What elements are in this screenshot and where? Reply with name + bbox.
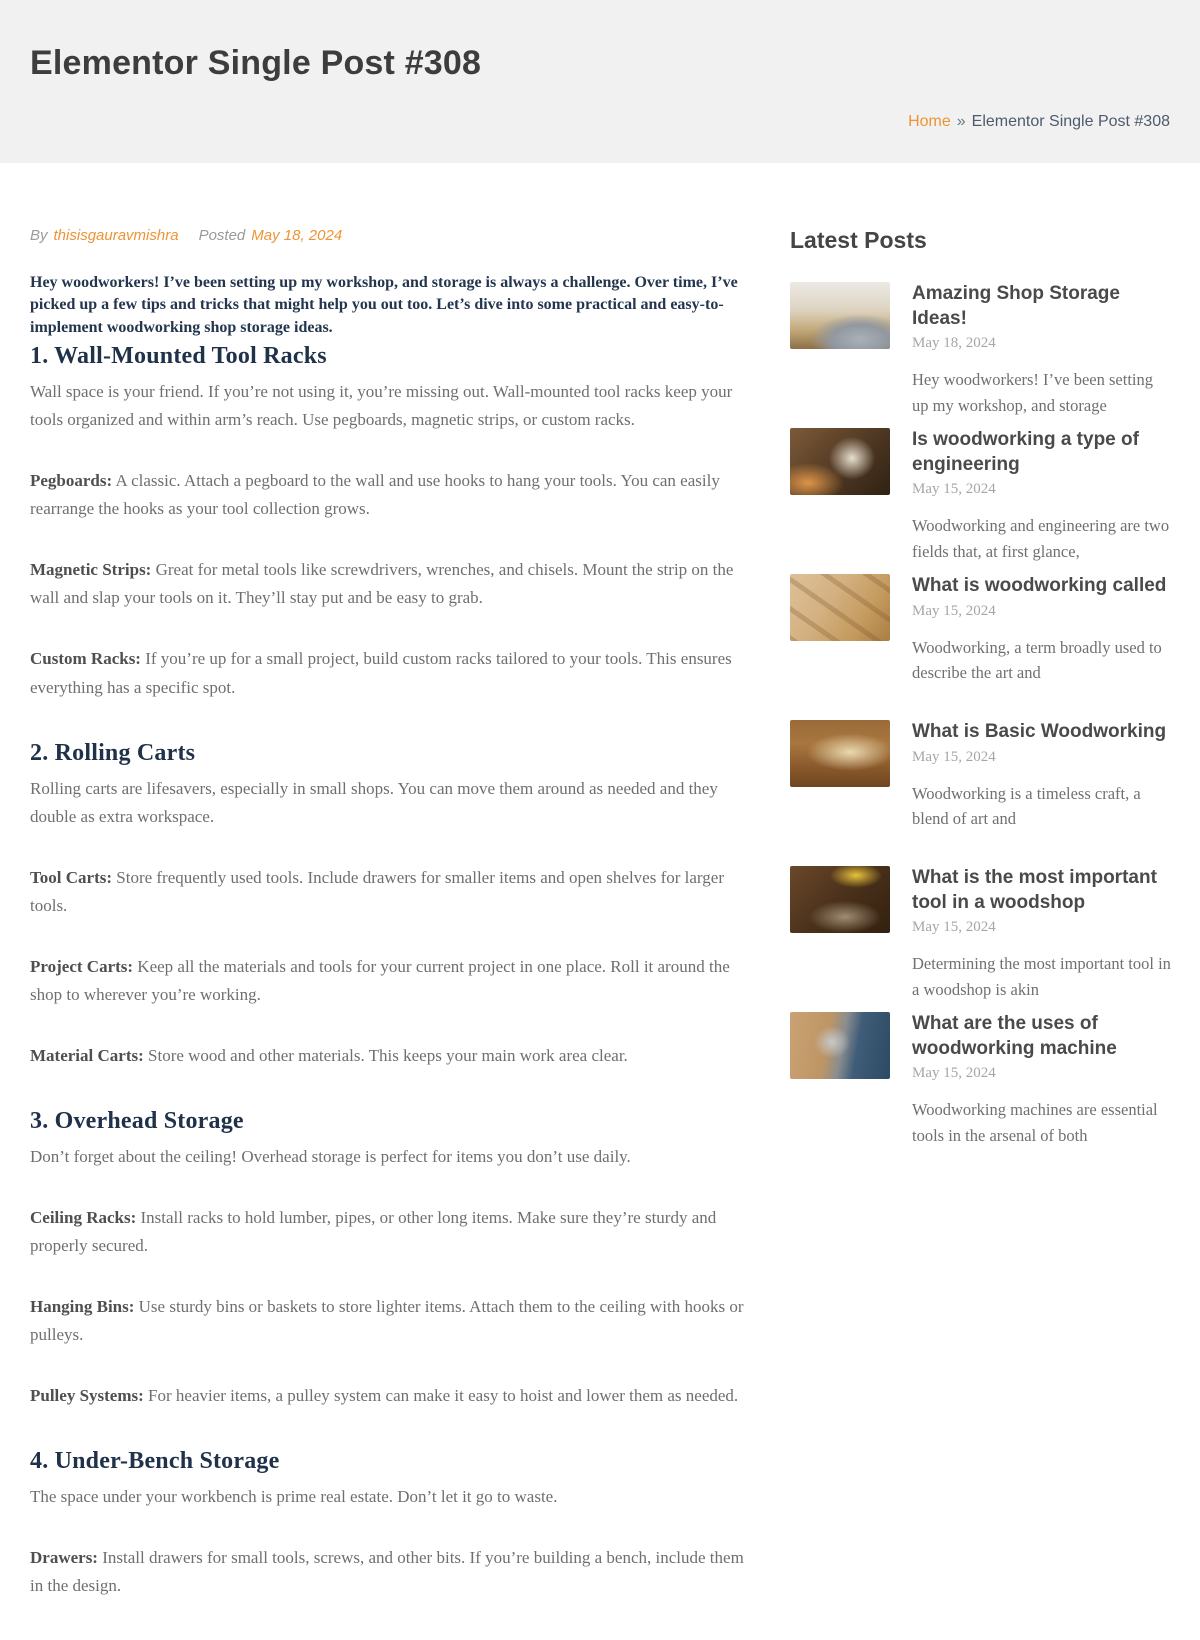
post-body [912,574,1172,694]
post-excerpt: Determining the most important tool in a woodshop is akin [912,954,1171,999]
post-date: May 18, 2024 [912,335,996,352]
post-title-link[interactable]: What is Basic Woodworking [912,721,1167,742]
breadcrumb-current: Elementor Single Post #308 [971,113,1170,130]
item-text: Use sturdy bins or baskets to store lighter items. Attach them to the ceiling with hooks or pulleys. [30,1297,744,1345]
list-item [790,866,1172,999]
section-lead: The space under your workbench is prime real estate. Don’t let it go to waste. [30,1487,558,1507]
post-title-link[interactable]: Amazing Shop Storage Ideas! [912,283,1120,329]
page-header [0,0,1200,163]
item-text: Great for metal tools like screwdrivers, wrenches, and chisels. Mount the strip on the wall and slap your tools on it. They’ll stay put and be easy to grab. [30,560,734,608]
post-title-link[interactable]: What is woodworking called [912,575,1167,596]
main-layout [0,163,1200,1640]
section-overhead-storage [30,1108,748,1410]
section-item [30,645,748,701]
section-lead: Wall space is your friend. If you’re not using it, you’re missing out. Wall-mounted tool racks keep your tools organized and within arm’s reach. Use pegboards, magnetic strips, or custom racks. [30,382,733,430]
byline-by-label: By [30,227,48,244]
section-item [30,1544,748,1600]
section-heading: 1. Wall-Mounted Tool Racks [30,343,327,370]
breadcrumb [30,113,1170,131]
section-lead: Don’t forget about the ceiling! Overhead storage is perfect for items you don’t use daily. [30,1146,631,1166]
section-under-bench-storage [30,1448,748,1600]
post-thumbnail[interactable] [790,720,890,787]
item-label: Hanging Bins: [30,1297,135,1317]
post-body [912,720,1172,840]
sidebar-heading: Latest Posts [790,227,927,253]
item-text: Install racks to hold lumber, pipes, or other long items. Make sure they’re sturdy and properly secured. [30,1207,717,1255]
post-excerpt: Woodworking and engineering are two fields that, at first glance, [912,516,1170,561]
section-heading: 3. Overhead Storage [30,1107,244,1134]
item-label: Magnetic Strips: [30,560,152,580]
post-body [912,428,1172,561]
post-title-link[interactable]: Is woodworking a type of engineering [912,429,1139,475]
item-text: Keep all the materials and tools for your current project in one place. Roll it around the shop to wherever you’re working. [30,956,730,1004]
byline [30,227,748,244]
item-label: Pulley Systems: [30,1386,144,1406]
post-date: May 15, 2024 [912,481,996,498]
post-excerpt: Woodworking is a timeless craft, a blend of art and [912,783,1141,829]
post-excerpt: Hey woodworkers! I’ve been setting up my workshop, and storage [912,370,1154,415]
section-heading: 2. Rolling Carts [30,739,196,766]
section-item [30,1042,748,1070]
section-wall-mounted-tool-racks [30,343,748,701]
post-date: May 15, 2024 [912,919,996,936]
section-item [30,864,748,920]
section-lead: Rolling carts are lifesavers, especially in small shops. You can move them around as needed and they double as extra workspace. [30,778,718,826]
post-body [912,282,1172,415]
post-thumbnail[interactable] [790,282,890,349]
item-text: If you’re up for a small project, build custom racks tailored to your tools. This ensures everything has a specific spot. [30,649,732,697]
item-text: Store frequently used tools. Include drawers for smaller items and open shelves for larger tools. [30,867,724,915]
post-body [912,1012,1172,1145]
article-content [30,227,748,1600]
section-item [30,1293,748,1349]
breadcrumb-home-link[interactable]: Home [908,113,951,130]
item-label: Custom Racks: [30,649,141,669]
list-item [790,574,1172,694]
section-item [30,953,748,1009]
post-title-link[interactable]: What is the most important tool in a woodshop [912,867,1157,913]
section-item [30,1382,748,1410]
byline-posted-label: Posted [198,227,246,244]
post-excerpt: Woodworking, a term broadly used to describe the art and [912,637,1162,683]
list-item [790,720,1172,840]
latest-posts-sidebar [790,227,1172,1600]
section-rolling-carts [30,740,748,1070]
list-item [790,282,1172,415]
item-label: Material Carts: [30,1045,144,1065]
item-label: Drawers: [30,1548,98,1568]
item-label: Tool Carts: [30,867,113,887]
post-date: May 15, 2024 [912,602,996,619]
section-item [30,1204,748,1260]
post-thumbnail[interactable] [790,574,890,641]
post-thumbnail[interactable] [790,866,890,933]
post-title-link[interactable]: What are the uses of woodworking machine [912,1013,1117,1059]
post-body [912,866,1172,999]
item-text: A classic. Attach a pegboard to the wall and use hooks to hang your tools. You can easily rearrange the hooks as your tool collection grows. [30,471,720,519]
post-thumbnail[interactable] [790,1012,890,1079]
post-thumbnail[interactable] [790,428,890,495]
post-date: May 15, 2024 [912,1065,996,1082]
item-label: Project Carts: [30,956,134,976]
item-text: For heavier items, a pulley system can make it easy to hoist and lower them as needed. [148,1386,739,1406]
item-label: Pegboards: [30,471,113,491]
list-item [790,1012,1172,1145]
section-heading: 4. Under-Bench Storage [30,1448,280,1475]
section-item [30,556,748,612]
post-date: May 15, 2024 [912,748,996,765]
breadcrumb-separator: » [956,113,966,130]
author-link[interactable]: thisisgauravmishra [53,227,179,244]
post-excerpt: Woodworking machines are essential tools in the arsenal of both [912,1100,1158,1145]
item-label: Ceiling Racks: [30,1207,137,1227]
item-text: Install drawers for small tools, screws, and other bits. If you’re building a bench, include them in the design. [30,1548,744,1596]
post-date-link[interactable]: May 18, 2024 [251,227,343,244]
article-intro: Hey woodworkers! I’ve been setting up my workshop, and storage is always a challenge. Over time, I’ve picked up a few tips and tricks that might help you out too. Let’s dive into some practical and easy-to-implement woodworking shop storage ideas. [30,274,738,336]
section-item [30,467,748,523]
list-item [790,428,1172,561]
page-title: Elementor Single Post #308 [30,44,482,82]
item-text: Store wood and other materials. This keeps your main work area clear. [148,1045,628,1065]
